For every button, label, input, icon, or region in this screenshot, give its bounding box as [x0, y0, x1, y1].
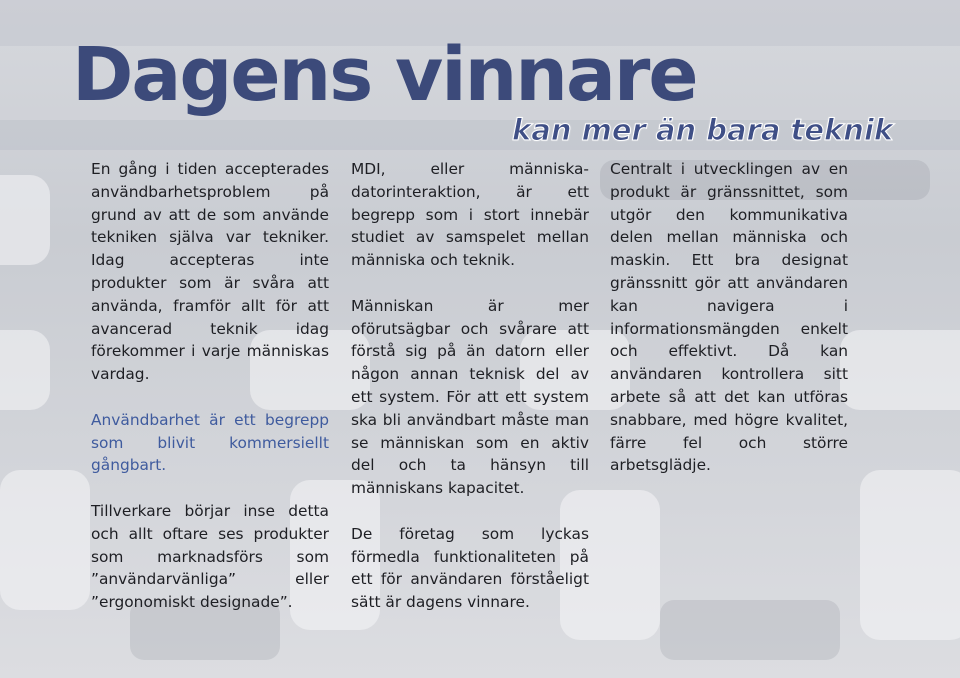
pull-quote: Användbarhet är ett begrepp som blivit kommersiellt gångbart. [91, 410, 329, 475]
page-title: Dagens vinnare [72, 32, 697, 118]
background-key [0, 175, 50, 265]
body-paragraph: Centralt i utvecklingen av en produkt är gränssnittet, som utgör den kommunikativa delen mellan människa och maskin. Ett bra designat gränssnitt gör att användaren kan navigera i informationsmängden enkelt och effektivt. Då kan användaren kontrollera sitt arbete så att det kan utföras snabbare, med högre kvalitet, färre fel och större arbetsglädje. [610, 160, 848, 475]
body-paragraph: En gång i tiden accepterades användbarhetsproblem på grund av att de som använde tekniken själva var tekniker. Idag accepteras inte produkter som är svåra att använda, framför allt för att avancerad teknik idag förekommer i varje människas vardag. [91, 160, 329, 384]
background-key [0, 470, 90, 610]
text-column-3 [610, 158, 848, 500]
background-key [0, 330, 50, 410]
text-column-1 [91, 158, 329, 637]
background-key [860, 470, 960, 640]
background-shadow [660, 600, 840, 660]
text-column-2 [351, 158, 589, 637]
background-key [840, 330, 960, 410]
body-paragraph: Tillverkare börjar inse detta och allt oftare ses produkter som marknadsförs som ”användarvänliga” eller ”ergonomiskt designade”. [91, 501, 329, 612]
page-subtitle: kan mer än bara teknik [512, 113, 894, 147]
body-paragraph: De företag som lyckas förmedla funktionaliteten på ett för användaren förståeligt sätt är dagens vinnare. [351, 524, 589, 612]
body-paragraph: MDI, eller människa-datorinteraktion, är ett begrepp som i stort innebär studiet av samspelet mellan människa och teknik. [351, 160, 589, 270]
body-paragraph: Människan är mer oförutsägbar och svårare att förstå sig på än datorn eller någon annan teknisk del av ett system. För att ett system ska bli användbart måste man se människan som en aktiv del och ta hänsyn till människans kapacitet. [351, 296, 589, 498]
